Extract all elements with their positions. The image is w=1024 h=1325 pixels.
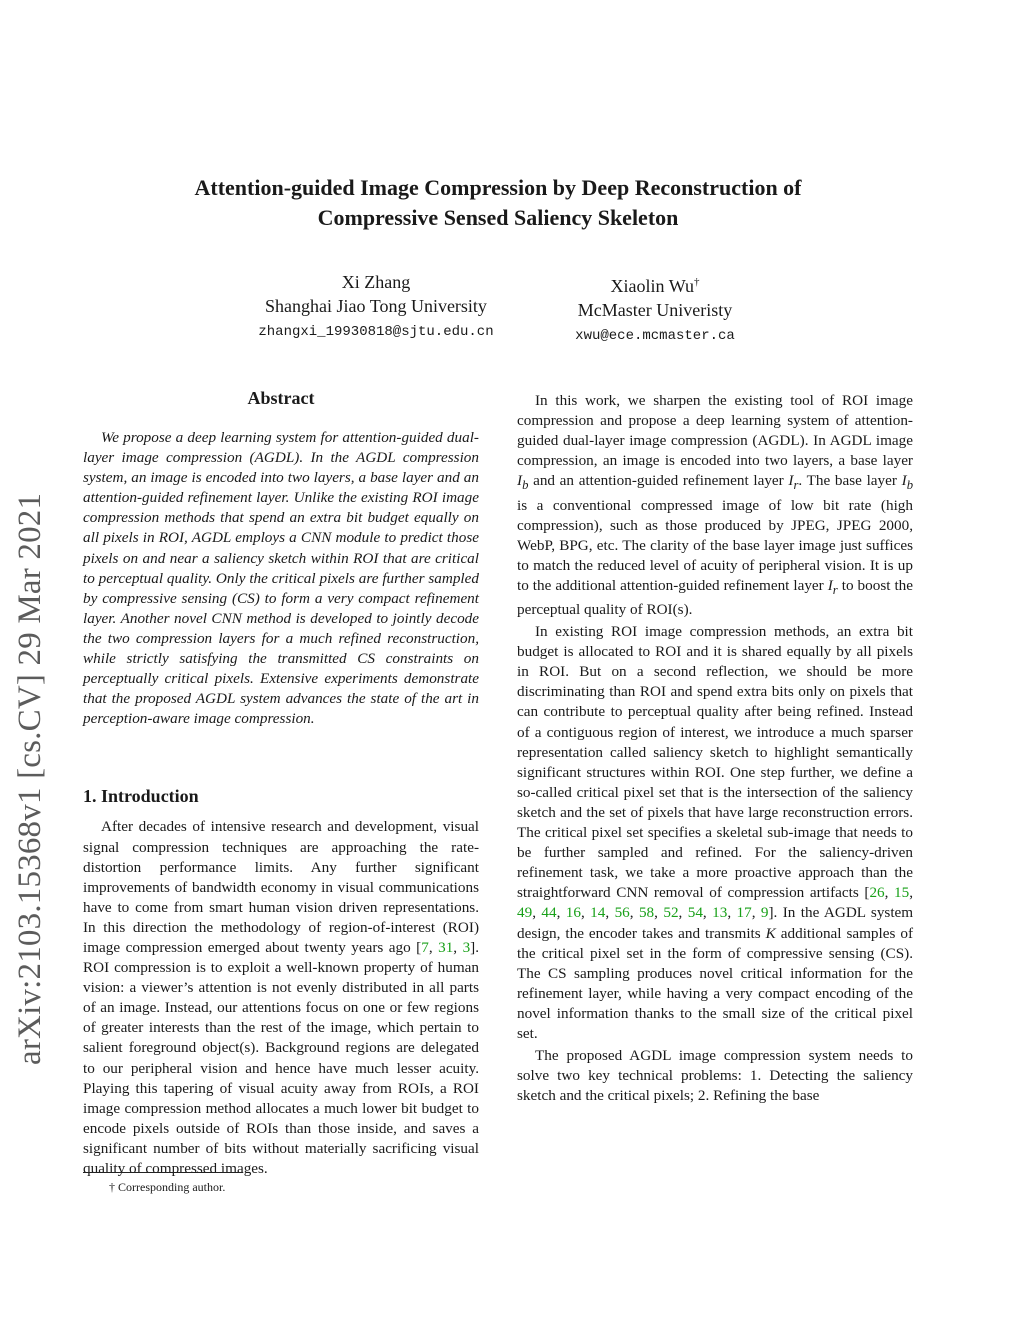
arxiv-identifier: arXiv:2103.15368v1 [cs.CV] 29 Mar 2021 xyxy=(12,492,48,1065)
intro-p3-text-b: ]. In the AGDL system design, the encoder takes and transmits xyxy=(517,904,914,942)
intro-p2-text-a: In this work, we sharpen the existing tool of ROI image compression and propose a deep learning system of attention-guided dual-layer image compression (AGDL). In AGDL image compression, an image is encoded into two layers, a base layer xyxy=(517,392,913,470)
author-1-affiliation: Shanghai Jiao Tong University xyxy=(265,296,487,316)
intro-p2-text-b: and an attention-guided refinement layer xyxy=(533,472,784,490)
citation-link[interactable]: 54 xyxy=(687,904,703,922)
intro-paragraph-4: The proposed AGDL image compression system needs to solve two key technical problems: 1. Detecting the saliency sketch and the critical pixels; 2. Refining the base xyxy=(517,1047,913,1105)
title-line-2: Compressive Sensed Saliency Skeleton xyxy=(317,205,679,230)
intro-paragraph-2 xyxy=(517,391,913,620)
author-1-name: Xi Zhang xyxy=(341,272,411,292)
corresponding-mark: † xyxy=(693,276,700,288)
citation-link[interactable]: 9 xyxy=(760,904,769,922)
introduction-heading: 1. Introduction xyxy=(83,786,199,807)
author-2-email[interactable]: xwu@ece.mcmaster.ca xyxy=(575,328,735,344)
symbol-refinement-layer: $I_r$ xyxy=(827,576,838,597)
symbol-k: K xyxy=(765,924,776,942)
citation-link[interactable]: 14 xyxy=(590,904,606,922)
citation-link[interactable]: 15 xyxy=(894,884,910,902)
citation-link[interactable]: 16 xyxy=(565,904,581,922)
citation-link[interactable]: 26 xyxy=(869,884,885,902)
intro-p1-text-b: ]. ROI compression is to exploit a well-known property of human vision: a viewer’s attention is not evenly distributed in all parts of an image. Instead, our attentions focus on one or few regions of greater interests than the rest of the image, which pertain to salient foreground object(s). Background regions are delegated to our peripheral vision and hence have much lesser acuity. Playing this tapering of visual acuity away from ROIs, a ROI image compression method allocates a much lower bit budget to encode pixels outside of ROIs than those inside, and saves a significant number of bits without materially sacrificing visual quality of compressed images. xyxy=(83,938,480,1177)
author-2-affiliation: McMaster Univeristy xyxy=(577,300,733,320)
citation-link[interactable]: 3 xyxy=(462,938,471,956)
intro-paragraph-1: After decades of intensive research and development, visual signal compression techniques are approaching the rate-distortion performance limits. Any further significant improvements of bandwidth economy in visual communications have to come from smart human vision driven representations. In this direction the methodology of region-of-interest (ROI) image compression emerged about twenty years ago [7, 31, 3]. ROI compression is to exploit a well-known property of human vision: a viewer’s attention is not evenly distributed in all parts of an image. Instead, our attentions focus on one or few regions of greater interests than the rest of the image, which pertain to salient foreground object(s). Background regions are delegated to our peripheral vision and hence have much lesser acuity. Playing this tapering of visual acuity away from ROIs, a ROI image compression method allocates a much lower bit budget to encode pixels outside of ROIs than those inside, and saves a significant number of bits without materially sacrificing visual quality of compressed images. xyxy=(83,818,480,1177)
citation-link[interactable]: 31 xyxy=(438,938,454,956)
intro-paragraph-3: In existing ROI image compression methods, an extra bit budget is allocated to ROI and it is shared equally by all pixels in ROI. But on a second reflection, we should be more discriminating than ROI and spend extra bits only on pixels that can contribute to perceptual quality after being refined. Instead of a contiguous region of interest, we introduce a much sparser representation called saliency sketch to highlight semantically significant structures within ROI. One step further, we define a so-called critical pixel set that is the intersection of the saliency sketch and the set of pixels that have large reconstruction errors. The critical pixel set specifies a skeletal sub-image that needs to be further sampled and refined. For the saliency-driven refinement task, we take a more proactive approach than the straightforward CNN removal of compression artifacts [26, 15, 49, 44, 16, 14, 56, 58, 52, 54, 13, 17, 9]. In the AGDL system design, the encoder takes and transmits K additional samples of the critical pixel set in the form of compressive sensing (CS). The CS sampling produces novel critical information for the refinement layer, while having a very compact encoding of the novel information thanks to the small size of the critical pixel set. xyxy=(517,623,914,1042)
citation-link[interactable]: 7 xyxy=(421,938,429,956)
citation-link[interactable]: 13 xyxy=(712,904,728,922)
citation-link[interactable]: 56 xyxy=(614,904,630,922)
author-2-name: Xiaolin Wu xyxy=(610,276,694,296)
intro-p1-text-a: After decades of intensive research and development, visual signal compression techniques are approaching the rate-distortion performance limits. Any further significant improvements of bandwidth economy in visual communications have to come from smart human vision driven representations. In this direction the methodology of region-of-interest (ROI) image compression emerged about twenty years ago [ xyxy=(83,818,479,956)
intro-p2-text-c: . The base layer xyxy=(798,472,897,490)
left-column xyxy=(83,386,479,1179)
abstract-heading: Abstract xyxy=(247,388,315,408)
intro-p3-text-a: In existing ROI image compression methods, an extra bit budget is allocated to ROI and it is shared equally by all pixels in ROI. But on a second reflection, we should be more discriminating than ROI and spend extra bits only on pixels that can contribute to perceptual quality after being refined. Instead of a contiguous region of interest, we introduce a much sparser representation called saliency sketch to highlight semantically significant structures within ROI. One step further, we define a so-called critical pixel set that is the intersection of the saliency sketch and the set of pixels that have large reconstruction errors. The critical pixel set specifies a skeletal sub-image that needs to be further sampled and refined. For the saliency-driven refinement task, we take a more proactive approach than the straightforward CNN removal of compression artifacts [ xyxy=(517,623,913,902)
symbol-base-layer: $I_b$ xyxy=(517,472,529,493)
citation-link[interactable]: 49 xyxy=(517,904,533,922)
symbol-refinement-layer: $I_r$ xyxy=(788,472,799,493)
right-column xyxy=(517,389,913,1106)
footnote: † Corresponding author. xyxy=(109,1180,226,1194)
author-1-email[interactable]: zhangxi_19930818@sjtu.edu.cn xyxy=(258,324,494,340)
abstract-text: We propose a deep learning system for attention-guided dual-layer image compression (AGDL). In the AGDL compression system, an image is encoded into two layers, a base layer and an attention-guided refinement layer. Unlike the existing ROI image compression methods that spend an extra bit budget equally on all pixels in ROI, AGDL employs a CNN module to predict those pixels on and near a saliency sketch within ROI that are critical to perceptual quality. Only the critical pixels are further sampled by compressive sensing (CS) to form a very compact refinement layer. Another novel CNN method is developed to jointly decode the two compression layers for a much refined reconstruction, while strictly satisfying the transmitted CS constraints on perceptually critical pixels. Extensive experiments demonstrate that the proposed AGDL system advances the state of the art in perception-aware image compression. xyxy=(83,429,479,728)
intro-p2-text-e: to boost the perceptual quality of ROI(s). xyxy=(517,576,913,618)
footnote-divider xyxy=(83,1172,243,1173)
title-line-1: Attention-guided Image Compression by Deep Reconstruction of xyxy=(194,175,802,200)
citation-link[interactable]: 44 xyxy=(541,904,557,922)
intro-p2-text-d: is a conventional compressed image of low bit rate (high compression), such as those produced by JPEG, JPEG 2000, WebP, BPG, etc. The clarity of the base layer image just suffices to match the reduced level of acuity of peripheral vision. It is up to the additional attention-guided refinement layer xyxy=(517,496,913,594)
intro-p3-text-c: additional samples of the critical pixel set in the form of compressive sensing (CS). The CS sampling produces novel critical information for the refinement layer, while having a very compact encoding of the novel information thanks to the small size of the critical pixel set. xyxy=(517,924,914,1042)
citation-link[interactable]: 17 xyxy=(736,904,752,922)
citation-link[interactable]: 52 xyxy=(663,904,679,922)
author-1 xyxy=(226,270,526,344)
author-2 xyxy=(525,270,785,348)
paper-title xyxy=(100,173,896,233)
citation-link[interactable]: 58 xyxy=(638,904,655,922)
symbol-base-layer: $I_b$ xyxy=(901,472,914,493)
